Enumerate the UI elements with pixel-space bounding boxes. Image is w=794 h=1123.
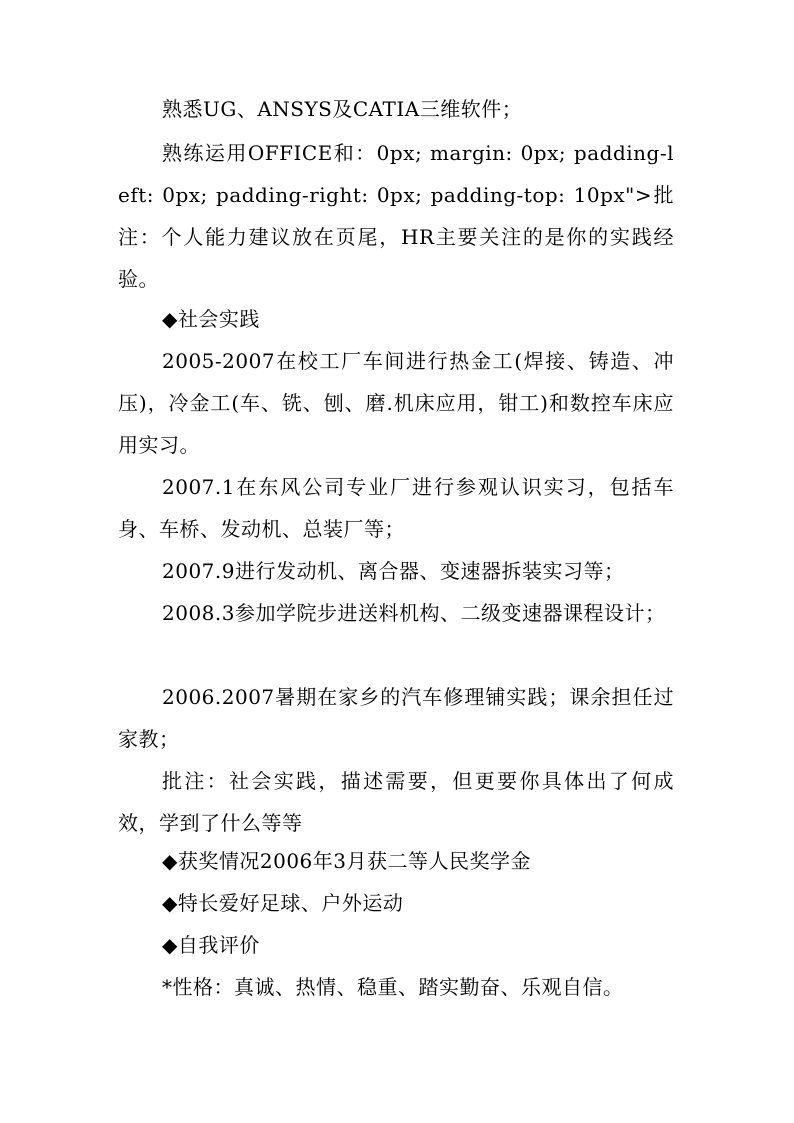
skills-office-comment-paragraph: 熟练运用OFFICE和：0px; margin: 0px; padding-left: 0px; padding-right: 0px; padding-top: 10px">批注：个人能力建议放在页尾，HR主要关注的是你的实践经验。 bbox=[118, 141, 674, 291]
section-awards: ◆获奖情况2006年3月获二等人民奖学金 bbox=[162, 849, 532, 873]
practice-item-2007-9: 2007.9进行发动机、离合器、变速器拆装实习等； bbox=[162, 559, 625, 583]
comment-social-practice: 批注：社会实践，描述需要，但更要你具体出了何成效，学到了什么等等 bbox=[118, 769, 674, 835]
self-evaluation-personality: *性格：真诚、热情、稳重、踏实勤奋、乐观自信。 bbox=[162, 975, 624, 999]
section-hobbies: ◆特长爱好足球、户外运动 bbox=[162, 891, 404, 915]
practice-item-2007-1: 2007.1在东风公司专业厂进行参观认识实习，包括车身、车桥、发动机、总装厂等； bbox=[118, 475, 674, 541]
practice-item-2008-3: 2008.3参加学院步进送料机构、二级变速器课程设计； bbox=[162, 601, 666, 625]
skills-software-paragraph: 熟悉UG、ANSYS及CATIA三维软件； bbox=[162, 97, 523, 121]
section-heading-social-practice: ◆社会实践 bbox=[162, 307, 260, 331]
practice-item-2005: 2005-2007在校工厂车间进行热金工(焊接、铸造、冲压)，冷金工(车、铣、刨、磨.机床应用，钳工)和数控车床应用实习。 bbox=[118, 349, 674, 457]
practice-item-2006: 2006.2007暑期在家乡的汽车修理铺实践；课余担任过家教； bbox=[118, 685, 674, 751]
section-self-evaluation: ◆自我评价 bbox=[162, 933, 260, 957]
